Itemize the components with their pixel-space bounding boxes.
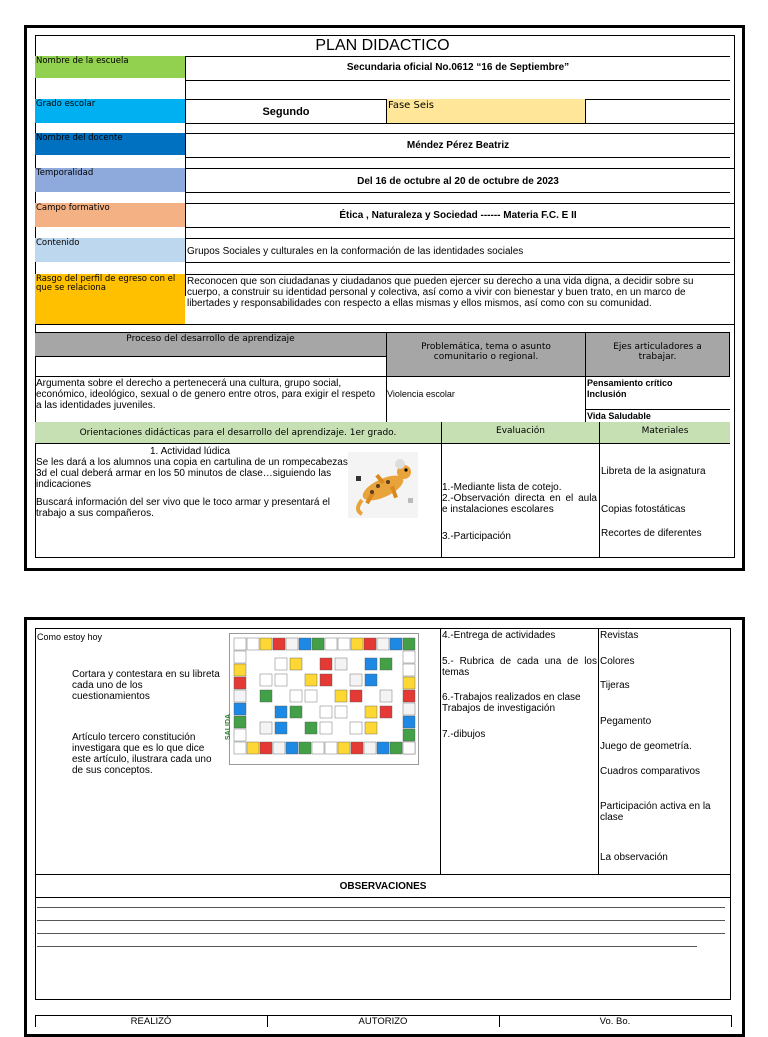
divider <box>35 376 386 377</box>
teacher-name: Méndez Pérez Beatriz <box>406 140 510 151</box>
eval-item-2: 2.-Observación directa en el aula e instalaciones escolares <box>442 493 597 515</box>
board-square <box>390 742 402 754</box>
board-square <box>403 677 415 689</box>
school-name: Secundaria oficial No.0612 “16 de Septiembre” <box>346 62 570 73</box>
divider <box>731 1015 732 1027</box>
board-game-image <box>229 633 419 765</box>
eval-item-3: 3.-Participación <box>442 531 511 542</box>
board-square <box>273 742 285 754</box>
divider <box>185 157 730 158</box>
material-6: Tijeras <box>600 680 630 691</box>
board-square <box>364 638 376 650</box>
board-square <box>299 638 311 650</box>
board-square <box>234 716 246 728</box>
board-square <box>335 706 347 718</box>
board-square <box>275 658 287 670</box>
board-square <box>350 674 362 686</box>
board-square <box>338 638 350 650</box>
divider <box>440 628 441 874</box>
label-grade: Grado escolar <box>35 99 185 123</box>
board-square <box>365 706 377 718</box>
instruction-2: Artículo tercero constitución investigara que es lo que dice este artículo, ilustrara cada uno de sus conceptos. <box>72 732 212 776</box>
material-7: Pegamento <box>600 716 652 727</box>
board-square <box>247 742 259 754</box>
board-square <box>247 638 259 650</box>
board-square <box>312 742 324 754</box>
axis-1: Pensamiento crítico <box>587 378 673 388</box>
grade-value: Segundo <box>262 106 310 118</box>
material-5: Colores <box>600 656 635 667</box>
divider <box>185 123 735 124</box>
board-square <box>286 742 298 754</box>
board-square <box>390 638 402 650</box>
material-8: Juego de geometría. <box>600 741 692 752</box>
board-square <box>305 722 317 734</box>
divider <box>35 356 386 357</box>
board-square <box>365 722 377 734</box>
divider <box>185 262 730 263</box>
eval-item-4: 4.-Entrega de actividades <box>442 630 556 641</box>
material-11: La observación <box>600 852 668 863</box>
board-square <box>335 690 347 702</box>
board-square <box>273 638 285 650</box>
board-square <box>335 658 347 670</box>
board-square <box>351 638 363 650</box>
process-header: Proceso del desarrollo de aprendizaje <box>35 332 386 356</box>
eval-header: Evaluación <box>441 422 599 444</box>
material-3: Recortes de diferentes <box>601 528 702 539</box>
process-text: Argumenta sobre el derecho a pertenecerá una cultura, grupo social, económico, ideológico, sexual o de genero entre otros, para exigir el respeto a las identidades juveniles. <box>36 378 376 411</box>
board-square <box>380 706 392 718</box>
board-square <box>260 690 272 702</box>
board-square <box>350 722 362 734</box>
board-square <box>234 677 246 689</box>
label-period: Temporalidad <box>35 168 185 192</box>
board-square <box>234 690 246 702</box>
material-9: Cuadros comparativos <box>600 766 701 777</box>
profile-value: Reconocen que son ciudadanas y ciudadanos que pueden ejercer su derecho a una vida digna, a decidir sobre su cuerpo, a construir su identidad personal y colectiva, así como a vivir con bienestar y buen trato, en un marco de libertades y responsabilidades con respecto a ellas mismas y ellos mismos, así como con su comunidad. <box>187 276 694 309</box>
observations-header: OBSERVACIONES <box>339 881 427 892</box>
problem-text: Violencia escolar <box>387 389 455 399</box>
label-field: Campo formativo <box>35 203 185 227</box>
board-square <box>380 658 392 670</box>
board-square <box>403 742 415 754</box>
period-value: Del 16 de octubre al 20 de octubre de 2023 <box>357 176 559 187</box>
observation-line[interactable] <box>37 946 697 947</box>
observation-line[interactable] <box>37 907 725 908</box>
phase-value: Fase Seis <box>386 99 586 123</box>
content-value: Grupos Sociales y culturales en la conformación de las identidades sociales <box>187 246 524 257</box>
board-square <box>305 674 317 686</box>
board-square <box>275 674 287 686</box>
board-square <box>299 742 311 754</box>
field-value: Ética , Naturaleza y Sociedad ------ Materia F.C. E II <box>339 210 577 221</box>
eval-item-5: 5.- Rubrica de cada una de los temas <box>442 656 597 678</box>
board-square <box>234 729 246 741</box>
material-1: Libreta de la asignatura <box>601 466 706 477</box>
eval-item-7: 7.-dibujos <box>442 729 486 740</box>
board-square <box>290 706 302 718</box>
board-square <box>305 690 317 702</box>
board-square <box>403 729 415 741</box>
board-square <box>351 742 363 754</box>
board-square <box>260 674 272 686</box>
board-square <box>320 722 332 734</box>
divider <box>185 227 730 228</box>
board-square <box>260 742 272 754</box>
board-square <box>312 638 324 650</box>
page-title: PLAN DIDACTICO <box>315 37 450 54</box>
board-square <box>286 638 298 650</box>
lizard-icon <box>348 452 418 518</box>
board-square <box>275 722 287 734</box>
divider <box>585 409 730 410</box>
board-square <box>377 742 389 754</box>
board-square <box>290 690 302 702</box>
board-square <box>325 742 337 754</box>
board-square <box>403 638 415 650</box>
board-square <box>275 706 287 718</box>
board-square <box>380 690 392 702</box>
board-square <box>338 742 350 754</box>
activity-text: Se les dará a los alumnos una copia en cartulina de un rompecabezas 3d el cual deberá armar en los 50 minutos de clase…siguiendo las indicaciones <box>36 457 348 490</box>
label-teacher: Nombre del docente <box>35 133 185 155</box>
board-square <box>290 658 302 670</box>
board-square <box>320 706 332 718</box>
material-10: Participación activa en la clase <box>600 801 711 823</box>
board-square <box>377 638 389 650</box>
board-square <box>325 638 337 650</box>
board-square <box>234 703 246 715</box>
lizard-puzzle-image <box>348 452 418 518</box>
board-square <box>234 651 246 663</box>
sign-realizo: REALIZÓ <box>130 1016 172 1027</box>
divider <box>185 80 730 81</box>
problem-header: Problemática, tema o asunto comunitario o regional. <box>386 332 586 377</box>
board-square <box>403 690 415 702</box>
axis-2: Inclusión <box>587 389 627 399</box>
board-square <box>320 658 332 670</box>
board-square <box>260 722 272 734</box>
divider <box>35 897 731 898</box>
board-square <box>320 674 332 686</box>
board-square <box>365 658 377 670</box>
instruction-1: Cortara y contestara en su libreta cada uno de los cuestionamientos <box>72 669 220 702</box>
board-square <box>403 716 415 728</box>
divider <box>585 377 586 422</box>
eval-item-6: 6.-Trabajos realizados en clase Trabajos de investigación <box>442 692 581 714</box>
observation-line[interactable] <box>37 933 725 934</box>
divider <box>185 192 730 193</box>
label-content: Contenido <box>35 238 185 262</box>
sign-autorizo: AUTORIZO <box>358 1016 408 1027</box>
board-square <box>403 703 415 715</box>
divider <box>35 324 735 325</box>
board-square <box>260 638 272 650</box>
axes-header: Ejes articuladores a trabajar. <box>585 332 730 377</box>
material-4: Revistas <box>600 630 639 641</box>
board-square <box>403 651 415 663</box>
board-label: SALIDA <box>225 713 232 740</box>
eval-item-1: 1.-Mediante lista de cotejo. <box>442 482 562 493</box>
activity-text-2: Buscará información del ser vivo que le toco armar y presentará el trabajo a sus compañeros. <box>36 497 331 519</box>
label-profile: Rasgo del perfil de egreso con el que se relaciona <box>35 274 185 324</box>
sign-vobo: Vo. Bo. <box>599 1016 631 1027</box>
board-square <box>403 664 415 676</box>
material-2: Copias fotostáticas <box>601 504 686 515</box>
label-school: Nombre de la escuela <box>35 56 185 78</box>
observation-line[interactable] <box>37 920 725 921</box>
divider <box>599 444 600 558</box>
axis-3: Vida Saludable <box>587 411 651 421</box>
board-square <box>365 674 377 686</box>
orient-header: Orientaciones didácticas para el desarrollo del aprendizaje. 1er grado. <box>35 422 441 444</box>
board-square <box>364 742 376 754</box>
board-square <box>234 742 246 754</box>
divider <box>598 628 599 874</box>
divider <box>35 874 731 875</box>
how-label: Como estoy hoy <box>37 632 103 642</box>
board-game-icon <box>230 634 420 766</box>
board-square <box>350 690 362 702</box>
board-square <box>234 638 246 650</box>
board-square <box>234 664 246 676</box>
activity-title: 1. Actividad lúdica <box>150 446 231 457</box>
materials-header: Materiales <box>599 422 730 444</box>
divider <box>386 377 387 422</box>
